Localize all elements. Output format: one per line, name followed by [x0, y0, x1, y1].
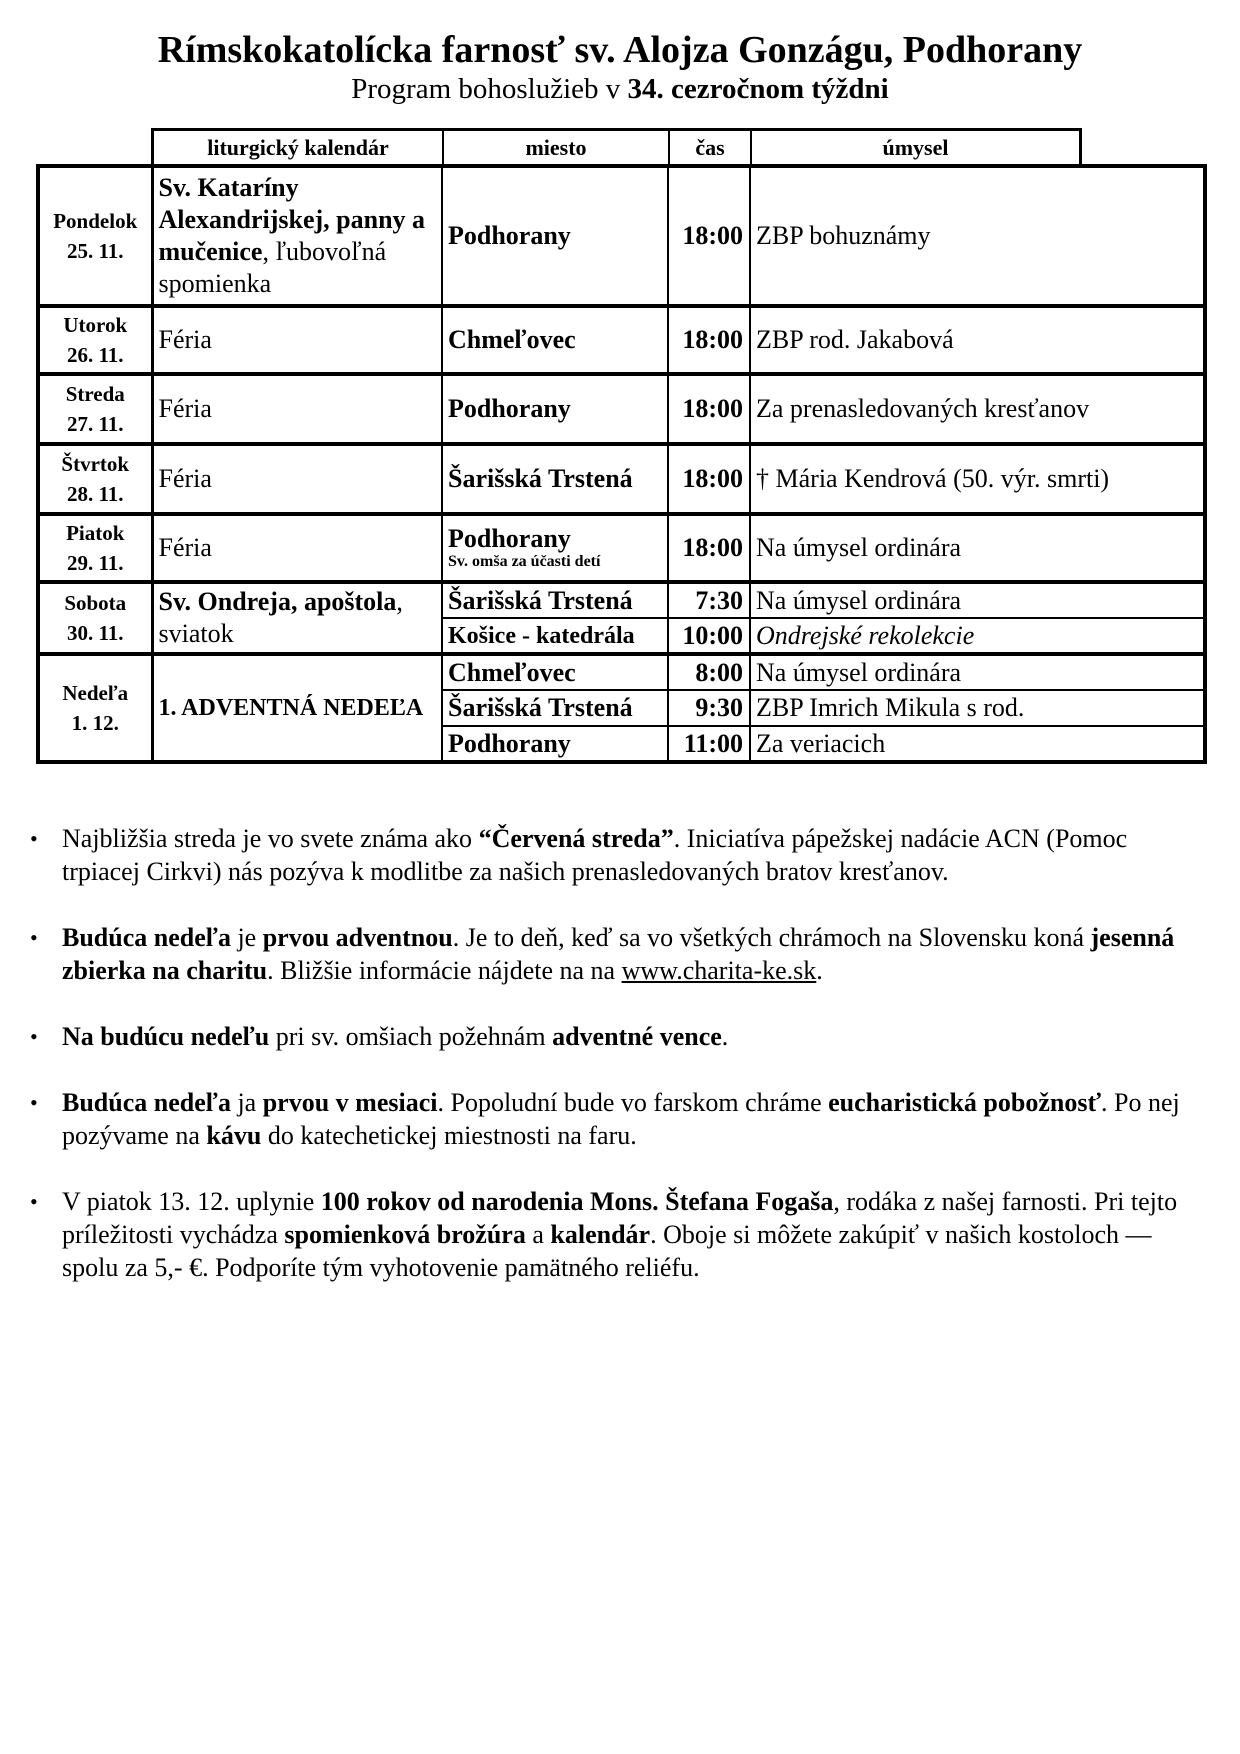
- day-date: 1. 12.: [71, 711, 119, 735]
- col-header-liturgy: liturgický kalendár: [154, 131, 444, 164]
- time-cell: 8:00: [668, 654, 750, 690]
- liturgy-cell: Féria: [152, 514, 442, 582]
- list-item: [30, 1086, 1210, 1152]
- col-header-place: miesto: [444, 131, 670, 164]
- liturgy-cell: Féria: [152, 444, 442, 514]
- intent-cell: Za prenasledovaných kresťanov: [750, 374, 1205, 444]
- time-cell: 11:00: [668, 726, 750, 762]
- list-item: [30, 1020, 1210, 1053]
- parish-title: Rímskokatolícka farnosť sv. Alojza Gonzágu, Podhorany: [157, 29, 1083, 71]
- intent-cell: Ondrejské rekolekcie: [750, 618, 1205, 654]
- charita-link[interactable]: www.charita-ke.sk: [621, 956, 817, 985]
- table-row: [38, 374, 1205, 444]
- time-cell: 7:30: [668, 582, 750, 618]
- place-cell: [442, 514, 668, 582]
- note-emphasis: Budúca nedeľa: [62, 1088, 231, 1117]
- bullet-icon: •: [30, 925, 38, 950]
- note-text: pri sv. omšiach požehnám: [269, 1022, 553, 1051]
- note-emphasis: prvou adventnou: [262, 923, 453, 952]
- day-cell: [38, 374, 152, 444]
- place-cell: Podhorany: [442, 166, 668, 306]
- note-emphasis: adventné vence: [552, 1022, 722, 1051]
- liturgy-feast: Sv. Ondreja, apoštola: [158, 587, 397, 616]
- liturgy-rank: , ľubovoľná spomienka: [158, 237, 387, 298]
- place-cell: Podhorany: [442, 374, 668, 444]
- note-emphasis: spomienková brožúra: [284, 1220, 526, 1249]
- note-emphasis: eucharistická pobožnosť: [828, 1088, 1101, 1117]
- note-text: , rodáka z našej farnosti. Pri tejto príležitosti vychádza: [62, 1187, 1178, 1249]
- bullet-icon: •: [30, 1090, 38, 1115]
- liturgy-rank: , sviatok: [158, 587, 403, 648]
- note-text: . Iniciatíva pápežskej nadácie ACN (Pomoc trpiacej Cirkvi) nás pozýva k modlitbe za našich prenasledovaných bratov kresťanov.: [62, 824, 1128, 886]
- bullet-icon: •: [30, 1024, 38, 1049]
- note-emphasis: kávu: [206, 1121, 262, 1150]
- time-cell: 18:00: [668, 514, 750, 582]
- note-emphasis: Budúca nedeľa: [62, 923, 231, 952]
- place-cell: Chmeľovec: [442, 306, 668, 374]
- place-cell: Šarišská Trstená: [442, 690, 668, 726]
- subtitle-text: Program bohoslužieb v: [351, 73, 628, 105]
- time-cell: 18:00: [668, 306, 750, 374]
- note-text: Najbližšia streda je vo svete známa ako: [62, 824, 479, 853]
- time-cell: 9:30: [668, 690, 750, 726]
- note-text: .: [816, 956, 823, 985]
- day-name: Streda: [65, 382, 125, 406]
- schedule-subtitle: [0, 72, 1240, 106]
- table-row: [38, 654, 1205, 690]
- place-cell: Chmeľovec: [442, 654, 668, 690]
- intent-cell: ZBP bohuznámy: [750, 166, 1205, 306]
- note-text: a: [525, 1220, 551, 1249]
- day-cell: [38, 514, 152, 582]
- note-emphasis: prvou v mesiaci: [262, 1088, 438, 1117]
- schedule-column-headers: [151, 128, 1082, 164]
- liturgy-cell: 1. ADVENTNÁ NEDEĽA: [152, 654, 442, 762]
- day-name: Pondelok: [53, 209, 138, 233]
- day-date: 27. 11.: [66, 412, 124, 436]
- table-row: [38, 166, 1205, 306]
- list-item: [30, 921, 1210, 987]
- note-text: V piatok 13. 12. uplynie: [62, 1187, 321, 1216]
- col-header-time: čas: [670, 131, 752, 164]
- day-name: Utorok: [63, 313, 128, 337]
- day-cell: [38, 654, 152, 762]
- note-emphasis: “Červená streda”: [478, 824, 674, 853]
- intent-cell: Za veriacich: [750, 726, 1205, 762]
- day-name: Nedeľa: [62, 681, 129, 705]
- place-cell: Podhorany: [442, 726, 668, 762]
- note-text: ja: [230, 1088, 263, 1117]
- liturgy-cell: Féria: [152, 306, 442, 374]
- list-item: [30, 822, 1210, 888]
- time-cell: 18:00: [668, 166, 750, 306]
- day-name: Piatok: [66, 521, 125, 545]
- list-item: [30, 1185, 1210, 1284]
- note-text: . Je to deň, keď sa vo všetkých chrámoch na Slovensku koná: [452, 923, 1091, 952]
- note-emphasis: jesenná zbierka na charitu: [62, 923, 1175, 985]
- day-cell: [38, 444, 152, 514]
- table-row: [38, 306, 1205, 374]
- intent-cell: Na úmysel ordinára: [750, 654, 1205, 690]
- intent-cell: ZBP Imrich Mikula s rod.: [750, 690, 1205, 726]
- time-cell: 18:00: [668, 444, 750, 514]
- note-emphasis: 100 rokov od narodenia Mons. Štefana Fogaša: [320, 1187, 834, 1216]
- note-emphasis: kalendár: [550, 1220, 651, 1249]
- place-cell: Šarišská Trstená: [442, 582, 668, 618]
- table-row: [38, 582, 1205, 618]
- intent-cell: † Mária Kendrová (50. výr. smrti): [750, 444, 1205, 514]
- note-text: . Oboje si môžete zakúpiť v našich kostoloch — spolu za 5,- €. Podporíte tým vyhotovenie pamätného reliéfu.: [62, 1220, 1152, 1282]
- day-cell: [38, 306, 152, 374]
- day-date: 26. 11.: [66, 343, 124, 367]
- liturgy-cell: [152, 166, 442, 306]
- note-text: je: [230, 923, 263, 952]
- intent-cell: Na úmysel ordinára: [750, 582, 1205, 618]
- time-cell: 18:00: [668, 374, 750, 444]
- note-text: . Po nej pozývame na: [62, 1088, 1180, 1150]
- intent-cell: Na úmysel ordinára: [750, 514, 1205, 582]
- place-cell: Košice - katedrála: [442, 618, 668, 654]
- day-date: 29. 11.: [66, 551, 124, 575]
- announcements: [30, 822, 1210, 1317]
- intent-cell: ZBP rod. Jakabová: [750, 306, 1205, 374]
- day-cell: [38, 582, 152, 654]
- table-row: [38, 444, 1205, 514]
- note-text: do katechetickej miestnosti na faru.: [261, 1121, 637, 1150]
- table-row: [38, 514, 1205, 582]
- col-header-intent: úmysel: [882, 135, 949, 160]
- day-date: 28. 11.: [66, 482, 124, 506]
- note-text: . Popoludní bude vo farskom chráme: [437, 1088, 829, 1117]
- day-date: 25. 11.: [66, 239, 124, 263]
- place-name: Podhorany: [448, 524, 571, 553]
- liturgy-cell: Féria: [152, 374, 442, 444]
- note-emphasis: Na budúcu nedeľu: [62, 1022, 270, 1051]
- note-text: .: [721, 1022, 729, 1051]
- day-cell: [38, 166, 152, 306]
- subtitle-week: 34. cezročnom týždni: [627, 73, 889, 105]
- mass-schedule-table: [36, 164, 1207, 764]
- bullet-icon: •: [30, 1189, 38, 1214]
- day-date: 30. 11.: [66, 621, 124, 645]
- bullet-icon: •: [30, 826, 38, 851]
- place-note: Sv. omša za účasti detí: [448, 553, 601, 570]
- time-cell: 10:00: [668, 618, 750, 654]
- note-text: . Bližšie informácie nájdete na na: [267, 956, 622, 985]
- day-name: Sobota: [64, 591, 127, 615]
- day-name: Štvrtok: [61, 452, 130, 476]
- liturgy-cell: [152, 582, 442, 654]
- place-cell: Šarišská Trstená: [442, 444, 668, 514]
- liturgy-feast: Sv. Kataríny Alexandrijskej, panny a mučenice: [158, 173, 426, 266]
